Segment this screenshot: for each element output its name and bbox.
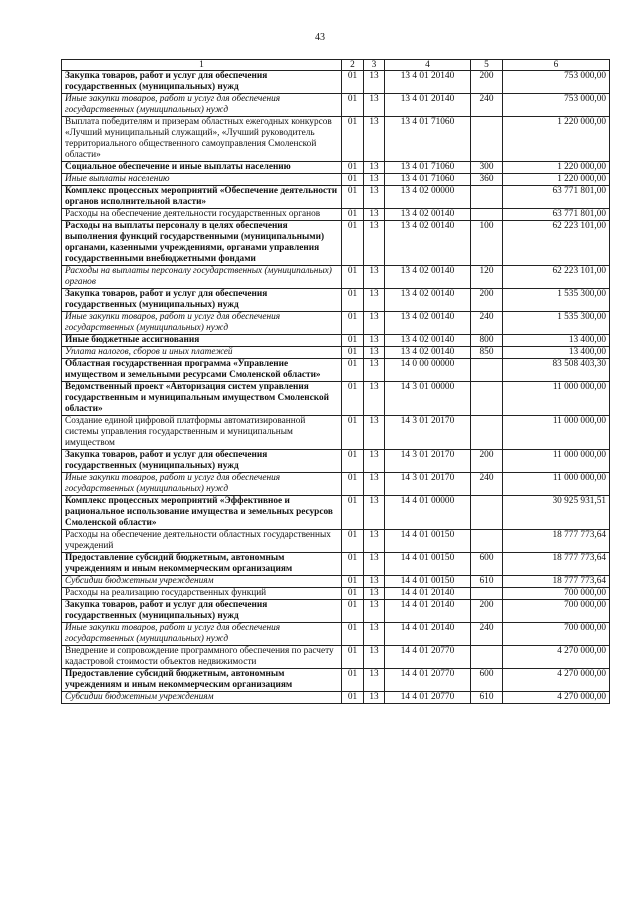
row-name: Закупка товаров, работ и услуг для обеспечения государственных (муниципальных) нужд (62, 450, 342, 473)
row-ved-code: 01 (342, 588, 364, 600)
table-row (62, 530, 610, 553)
row-amount: 700 000,00 (503, 623, 610, 646)
row-amount: 18 777 773,64 (503, 553, 610, 576)
row-ved-code: 01 (342, 266, 364, 289)
row-expense-type: 240 (471, 312, 503, 335)
row-name: Иные закупки товаров, работ и услуг для обеспечения государственных (муниципальных) нужд (62, 94, 342, 117)
row-expense-type: 100 (471, 221, 503, 266)
row-expense-type (471, 117, 503, 162)
header-col-4: 4 (385, 60, 471, 71)
row-name: Субсидии бюджетным учреждениям (62, 692, 342, 704)
page-number: 43 (315, 32, 325, 43)
row-amount: 753 000,00 (503, 71, 610, 94)
row-name: Уплата налогов, сборов и иных платежей (62, 347, 342, 359)
row-name: Выплата победителям и призерам областных ежегодных конкурсов «Лучший муниципальный служащий», «Лучший руководитель территориального общественного самоуправления Смоленской области» (62, 117, 342, 162)
row-target-article: 14 3 01 20170 (385, 416, 471, 450)
row-amount: 700 000,00 (503, 600, 610, 623)
row-amount: 1 535 300,00 (503, 312, 610, 335)
row-target-article: 14 4 01 00150 (385, 576, 471, 588)
row-name: Иные выплаты населению (62, 174, 342, 186)
row-expense-type (471, 186, 503, 209)
row-ved-code: 01 (342, 450, 364, 473)
row-name: Предоставление субсидий бюджетным, автономным учреждениям и иным некоммерческим организациям (62, 553, 342, 576)
row-expense-type: 600 (471, 553, 503, 576)
row-name: Областная государственная программа «Управление имуществом и земельными ресурсами Смоленской области» (62, 359, 342, 382)
row-ved-code: 01 (342, 646, 364, 669)
row-section-code: 13 (364, 382, 385, 416)
row-amount: 83 508 403,30 (503, 359, 610, 382)
table-row (62, 94, 610, 117)
header-col-2: 2 (342, 60, 364, 71)
table-row (62, 71, 610, 94)
row-expense-type: 200 (471, 450, 503, 473)
row-section-code: 13 (364, 221, 385, 266)
row-ved-code: 01 (342, 117, 364, 162)
header-row (62, 60, 610, 71)
table-row (62, 335, 610, 347)
header-col-6: 6 (503, 60, 610, 71)
row-section-code: 13 (364, 553, 385, 576)
row-name: Социальное обеспечение и иные выплаты населению (62, 162, 342, 174)
row-section-code: 13 (364, 692, 385, 704)
row-target-article: 14 4 01 20140 (385, 588, 471, 600)
row-ved-code: 01 (342, 416, 364, 450)
table-body (62, 71, 610, 704)
row-name: Расходы на обеспечение деятельности государственных органов (62, 209, 342, 221)
table-row (62, 312, 610, 335)
row-expense-type: 240 (471, 94, 503, 117)
row-expense-type (471, 382, 503, 416)
row-amount: 753 000,00 (503, 94, 610, 117)
row-target-article: 13 4 01 20140 (385, 71, 471, 94)
row-expense-type: 200 (471, 71, 503, 94)
row-ved-code: 01 (342, 312, 364, 335)
row-target-article: 13 4 01 71060 (385, 174, 471, 186)
row-ved-code: 01 (342, 174, 364, 186)
row-expense-type: 200 (471, 600, 503, 623)
table-row (62, 496, 610, 530)
row-ved-code: 01 (342, 289, 364, 312)
row-expense-type: 610 (471, 692, 503, 704)
row-name: Субсидии бюджетным учреждениям (62, 576, 342, 588)
row-name: Расходы на выплаты персоналу государственных (муниципальных) органов (62, 266, 342, 289)
row-section-code: 13 (364, 416, 385, 450)
row-ved-code: 01 (342, 71, 364, 94)
row-section-code: 13 (364, 174, 385, 186)
table-row (62, 576, 610, 588)
row-expense-type: 600 (471, 669, 503, 692)
row-expense-type (471, 588, 503, 600)
row-target-article: 13 4 02 00140 (385, 312, 471, 335)
row-target-article: 14 4 01 20770 (385, 646, 471, 669)
table-row (62, 669, 610, 692)
row-amount: 11 000 000,00 (503, 473, 610, 496)
row-section-code: 13 (364, 588, 385, 600)
row-ved-code: 01 (342, 473, 364, 496)
row-section-code: 13 (364, 623, 385, 646)
row-amount: 700 000,00 (503, 588, 610, 600)
row-ved-code: 01 (342, 209, 364, 221)
row-ved-code: 01 (342, 335, 364, 347)
row-ved-code: 01 (342, 186, 364, 209)
row-amount: 30 925 931,51 (503, 496, 610, 530)
row-target-article: 13 4 02 00140 (385, 335, 471, 347)
row-target-article: 14 4 01 00000 (385, 496, 471, 530)
row-ved-code: 01 (342, 496, 364, 530)
row-amount: 4 270 000,00 (503, 669, 610, 692)
table-row (62, 221, 610, 266)
table-row (62, 382, 610, 416)
row-name: Комплекс процессных мероприятий «Эффективное и рациональное использование имущества и земельных ресурсов Смоленской области» (62, 496, 342, 530)
row-section-code: 13 (364, 669, 385, 692)
row-target-article: 14 3 01 20170 (385, 450, 471, 473)
row-target-article: 14 4 01 00150 (385, 530, 471, 553)
row-amount: 13 400,00 (503, 347, 610, 359)
row-target-article: 14 0 00 00000 (385, 359, 471, 382)
row-ved-code: 01 (342, 347, 364, 359)
row-name: Расходы на обеспечение деятельности областных государственных учреждений (62, 530, 342, 553)
row-name: Предоставление субсидий бюджетным, автономным учреждениям и иным некоммерческим организациям (62, 669, 342, 692)
table-row (62, 692, 610, 704)
row-section-code: 13 (364, 530, 385, 553)
row-ved-code: 01 (342, 94, 364, 117)
table-row (62, 450, 610, 473)
header-col-1: 1 (62, 60, 342, 71)
table-row (62, 623, 610, 646)
header-col-5: 5 (471, 60, 503, 71)
row-ved-code: 01 (342, 221, 364, 266)
row-section-code: 13 (364, 496, 385, 530)
row-section-code: 13 (364, 266, 385, 289)
table-row (62, 646, 610, 669)
row-section-code: 13 (364, 71, 385, 94)
row-target-article: 14 4 01 20140 (385, 623, 471, 646)
row-expense-type: 800 (471, 335, 503, 347)
row-expense-type (471, 530, 503, 553)
table-row (62, 473, 610, 496)
row-name: Создание единой цифровой платформы автоматизированной системы управления государственным и муниципальным имуществом (62, 416, 342, 450)
row-ved-code: 01 (342, 669, 364, 692)
row-target-article: 13 4 02 00000 (385, 186, 471, 209)
row-amount: 1 535 300,00 (503, 289, 610, 312)
row-name: Расходы на выплаты персоналу в целях обеспечения выполнения функций государственными (муниципальными) органами, казенными учреждениями, органами управления государственными внебюджетными фондами (62, 221, 342, 266)
row-section-code: 13 (364, 600, 385, 623)
row-expense-type (471, 646, 503, 669)
row-target-article: 14 4 01 20770 (385, 669, 471, 692)
row-section-code: 13 (364, 450, 385, 473)
table-row (62, 162, 610, 174)
row-section-code: 13 (364, 117, 385, 162)
table-row (62, 209, 610, 221)
table-row (62, 359, 610, 382)
row-expense-type: 610 (471, 576, 503, 588)
row-ved-code: 01 (342, 530, 364, 553)
row-name: Комплекс процессных мероприятий «Обеспечение деятельности органов исполнительной власти» (62, 186, 342, 209)
row-section-code: 13 (364, 94, 385, 117)
row-target-article: 14 3 01 00000 (385, 382, 471, 416)
table-row (62, 416, 610, 450)
table-row (62, 600, 610, 623)
row-section-code: 13 (364, 312, 385, 335)
row-name: Иные закупки товаров, работ и услуг для обеспечения государственных (муниципальных) нужд (62, 312, 342, 335)
row-amount: 11 000 000,00 (503, 382, 610, 416)
row-section-code: 13 (364, 473, 385, 496)
row-expense-type: 200 (471, 289, 503, 312)
row-expense-type (471, 359, 503, 382)
row-expense-type: 300 (471, 162, 503, 174)
row-target-article: 14 4 01 00150 (385, 553, 471, 576)
row-target-article: 13 4 02 00140 (385, 209, 471, 221)
row-ved-code: 01 (342, 359, 364, 382)
row-expense-type (471, 209, 503, 221)
row-name: Закупка товаров, работ и услуг для обеспечения государственных (муниципальных) нужд (62, 71, 342, 94)
row-expense-type: 360 (471, 174, 503, 186)
row-expense-type: 120 (471, 266, 503, 289)
row-expense-type (471, 416, 503, 450)
row-target-article: 14 4 01 20140 (385, 600, 471, 623)
table-row (62, 588, 610, 600)
row-target-article: 13 4 02 00140 (385, 221, 471, 266)
row-ved-code: 01 (342, 623, 364, 646)
table-row (62, 266, 610, 289)
table-row (62, 553, 610, 576)
row-ved-code: 01 (342, 553, 364, 576)
row-section-code: 13 (364, 646, 385, 669)
row-amount: 18 777 773,64 (503, 530, 610, 553)
row-ved-code: 01 (342, 382, 364, 416)
table-row (62, 174, 610, 186)
row-expense-type: 240 (471, 623, 503, 646)
row-target-article: 14 3 01 20170 (385, 473, 471, 496)
row-amount: 63 771 801,00 (503, 209, 610, 221)
row-ved-code: 01 (342, 162, 364, 174)
row-amount: 4 270 000,00 (503, 692, 610, 704)
row-expense-type: 850 (471, 347, 503, 359)
row-ved-code: 01 (342, 576, 364, 588)
row-amount: 13 400,00 (503, 335, 610, 347)
table-row (62, 289, 610, 312)
header-col-3: 3 (364, 60, 385, 71)
row-target-article: 13 4 01 71060 (385, 162, 471, 174)
row-name: Иные закупки товаров, работ и услуг для обеспечения государственных (муниципальных) нужд (62, 623, 342, 646)
row-expense-type: 240 (471, 473, 503, 496)
row-section-code: 13 (364, 347, 385, 359)
row-amount: 1 220 000,00 (503, 162, 610, 174)
row-section-code: 13 (364, 359, 385, 382)
row-target-article: 13 4 02 00140 (385, 289, 471, 312)
row-name: Закупка товаров, работ и услуг для обеспечения государственных (муниципальных) нужд (62, 289, 342, 312)
row-target-article: 13 4 01 71060 (385, 117, 471, 162)
row-name: Расходы на реализацию государственных функций (62, 588, 342, 600)
row-amount: 4 270 000,00 (503, 646, 610, 669)
row-name: Ведомственный проект «Авторизация систем управления государственным и муниципальным имуществом Смоленской области» (62, 382, 342, 416)
row-amount: 63 771 801,00 (503, 186, 610, 209)
row-target-article: 13 4 01 20140 (385, 94, 471, 117)
budget-table (61, 59, 610, 704)
row-amount: 1 220 000,00 (503, 117, 610, 162)
row-target-article: 13 4 02 00140 (385, 347, 471, 359)
row-section-code: 13 (364, 209, 385, 221)
row-amount: 62 223 101,00 (503, 266, 610, 289)
row-ved-code: 01 (342, 692, 364, 704)
table-row (62, 347, 610, 359)
row-amount: 11 000 000,00 (503, 416, 610, 450)
row-section-code: 13 (364, 576, 385, 588)
row-ved-code: 01 (342, 600, 364, 623)
row-target-article: 14 4 01 20770 (385, 692, 471, 704)
row-name: Внедрение и сопровождение программного обеспечения по расчету кадастровой стоимости объектов недвижимости (62, 646, 342, 669)
row-section-code: 13 (364, 162, 385, 174)
row-amount: 11 000 000,00 (503, 450, 610, 473)
row-section-code: 13 (364, 289, 385, 312)
row-name: Закупка товаров, работ и услуг для обеспечения государственных (муниципальных) нужд (62, 600, 342, 623)
row-amount: 62 223 101,00 (503, 221, 610, 266)
row-expense-type (471, 496, 503, 530)
table-row (62, 186, 610, 209)
table-row (62, 117, 610, 162)
row-section-code: 13 (364, 186, 385, 209)
row-section-code: 13 (364, 335, 385, 347)
row-amount: 1 220 000,00 (503, 174, 610, 186)
row-target-article: 13 4 02 00140 (385, 266, 471, 289)
row-amount: 18 777 773,64 (503, 576, 610, 588)
row-name: Иные бюджетные ассигнования (62, 335, 342, 347)
row-name: Иные закупки товаров, работ и услуг для обеспечения государственных (муниципальных) нужд (62, 473, 342, 496)
